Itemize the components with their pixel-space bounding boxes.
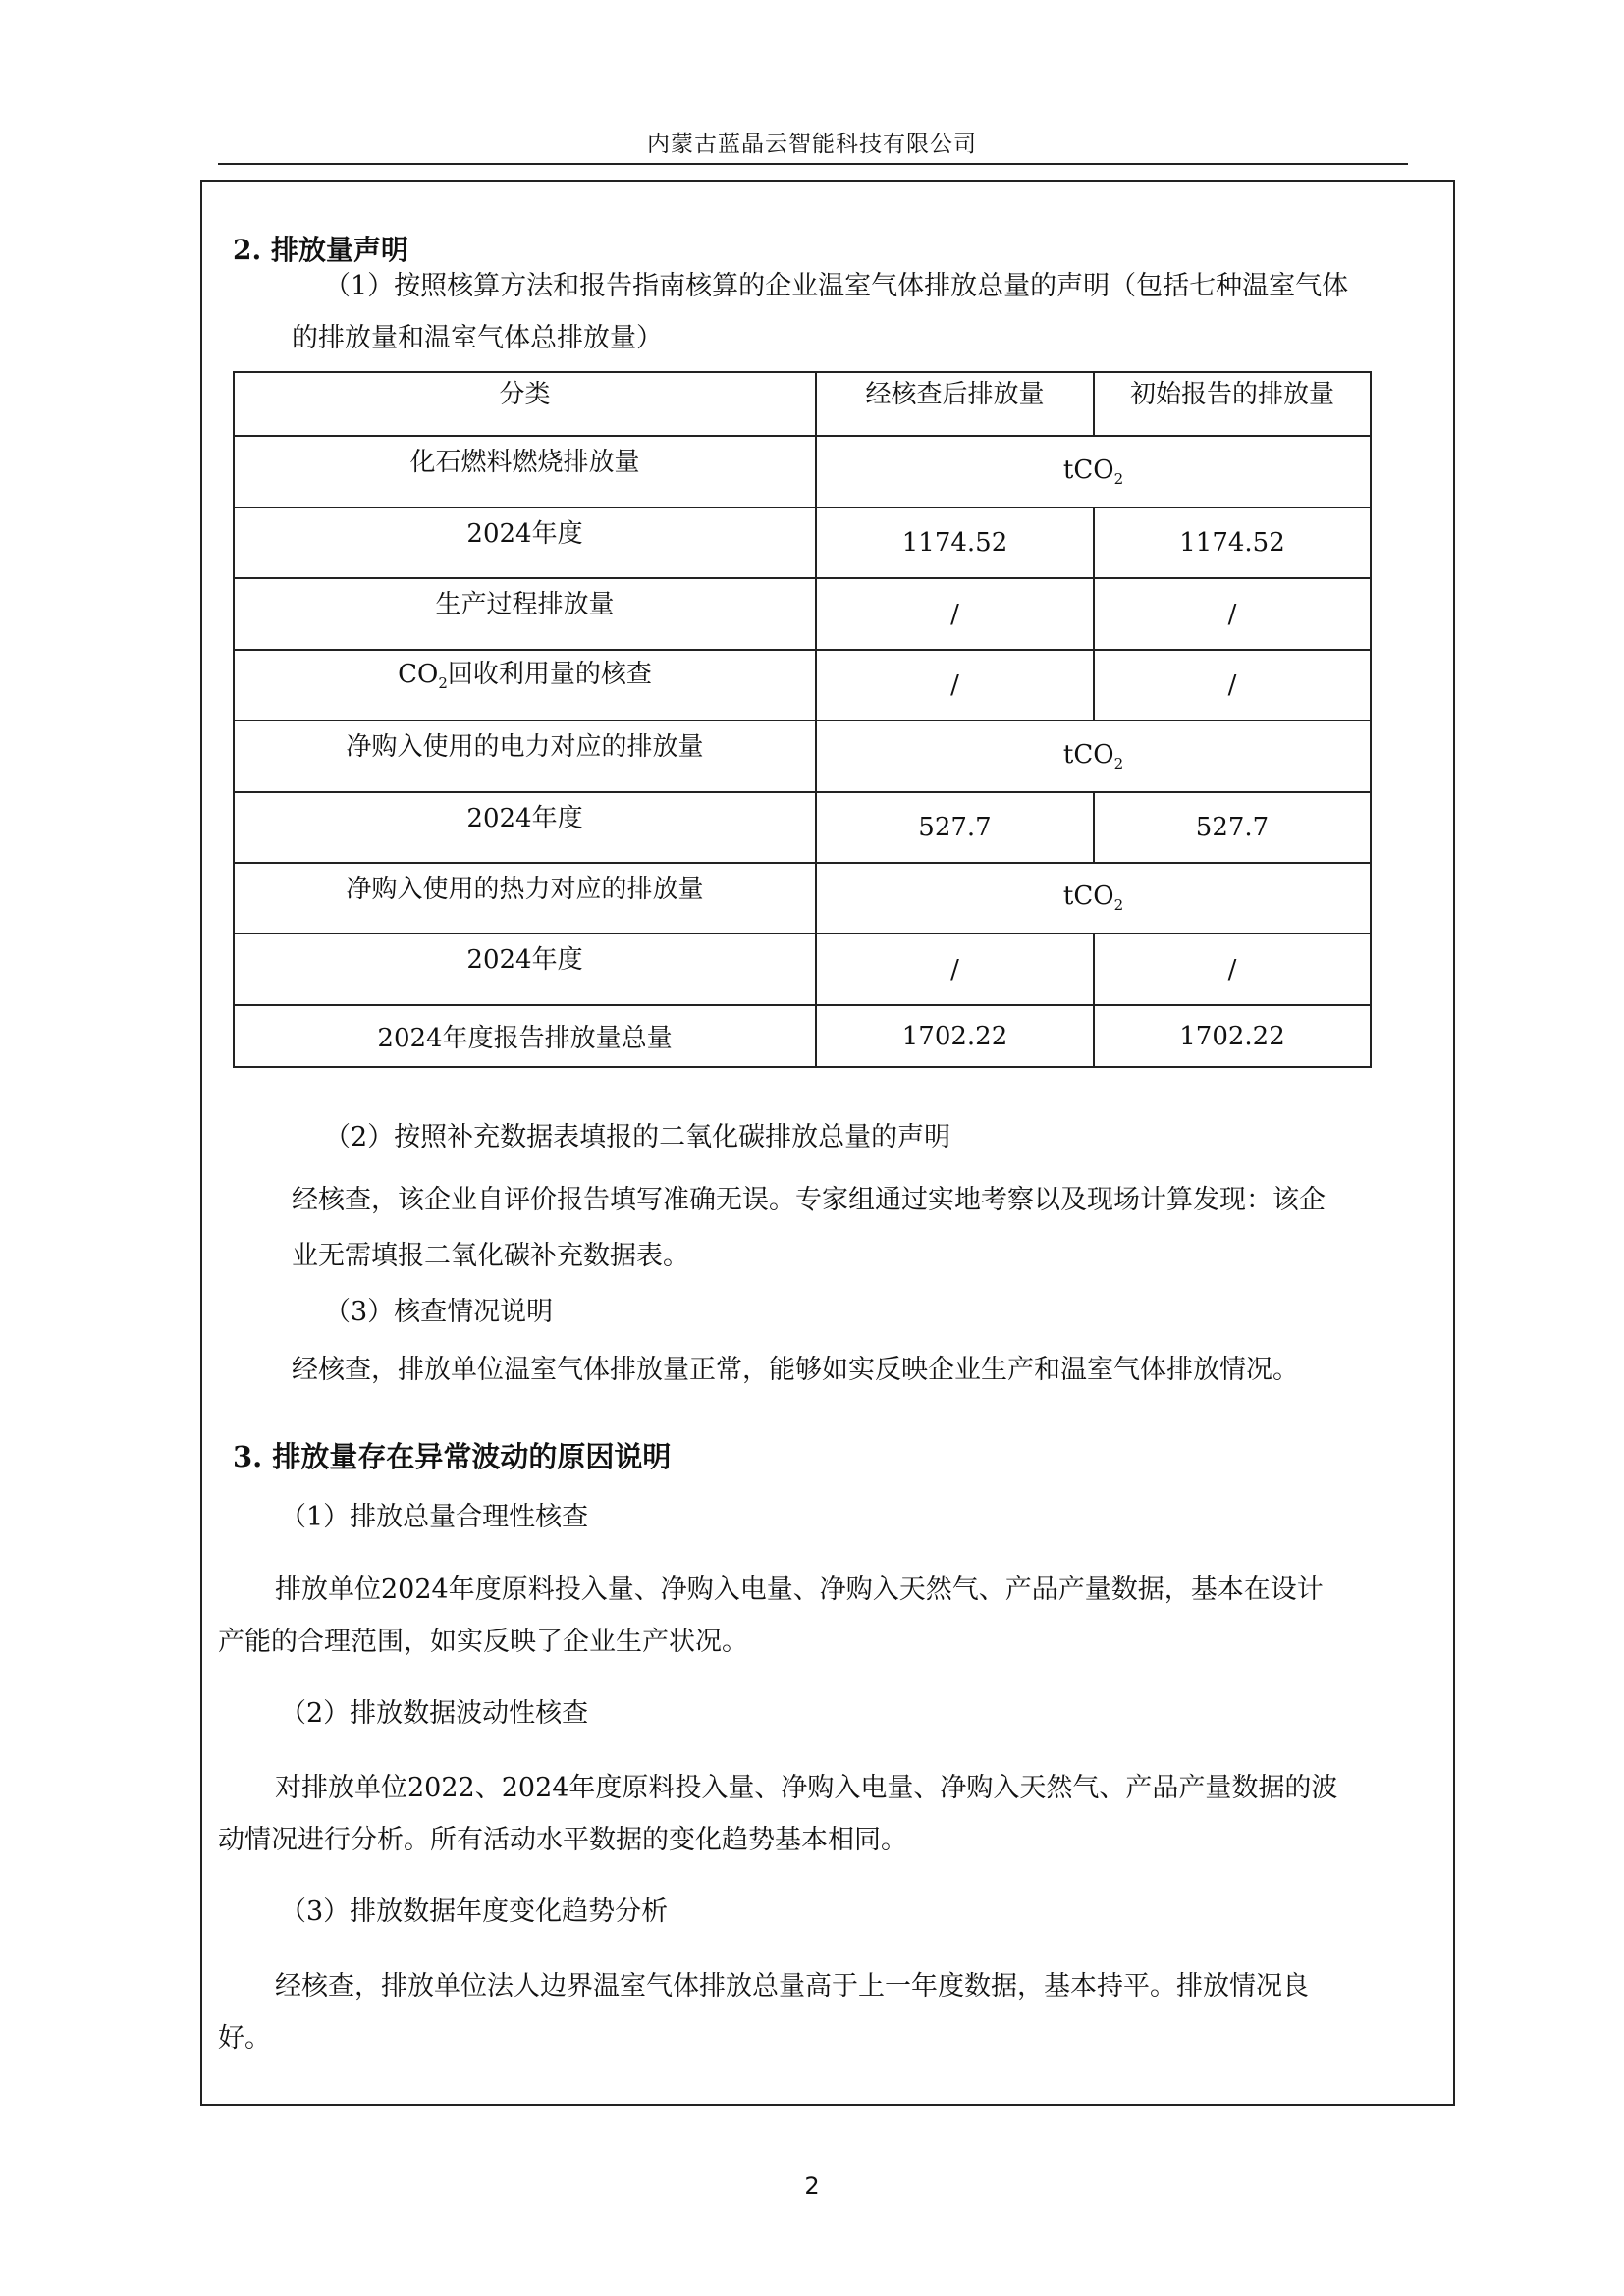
header-divider bbox=[218, 163, 1408, 165]
header-verified bbox=[816, 372, 1094, 436]
row-label: 2024年度 bbox=[466, 803, 583, 833]
section-3-sub-1-title: （1）排放总量合理性核查 bbox=[280, 1502, 589, 1532]
row-label-cell bbox=[234, 863, 816, 934]
header-category-label: 分类 bbox=[499, 380, 551, 409]
unit-subscript: 2 bbox=[1113, 470, 1124, 489]
section-2-item-3-line-1: 经核查，排放单位温室气体排放量正常，能够如实反映企业生产和温室气体排放情况。 bbox=[292, 1355, 1299, 1385]
section-3-sub-1-line-2: 产能的合理范围，如实反映了企业生产状况。 bbox=[218, 1627, 748, 1657]
initial-value-cell bbox=[1094, 934, 1371, 1005]
verified-value-cell bbox=[816, 1005, 1094, 1067]
section-3-sub-1-line-1: 排放单位2024年度原料投入量、净购入电量、净购入天然气、产品产量数据，基本在设计 bbox=[275, 1575, 1324, 1605]
table-row bbox=[234, 863, 1371, 934]
verified-value-cell bbox=[816, 792, 1094, 863]
section-2-heading: 2. 排放量声明 bbox=[233, 234, 408, 266]
row-label-cell bbox=[234, 436, 816, 507]
row-label: 2024年度 bbox=[466, 945, 583, 975]
verified-value: / bbox=[950, 670, 959, 700]
table-row bbox=[234, 650, 1371, 721]
initial-value-cell bbox=[1094, 507, 1371, 578]
row-label: 生产过程排放量 bbox=[435, 590, 615, 619]
initial-value: / bbox=[1227, 670, 1237, 700]
initial-value: 1702.22 bbox=[1179, 1021, 1285, 1051]
emission-table bbox=[233, 371, 1372, 1068]
initial-value: / bbox=[1227, 954, 1237, 985]
row-label-cell bbox=[234, 507, 816, 578]
table-row bbox=[234, 436, 1371, 507]
verified-value-cell bbox=[816, 934, 1094, 1005]
row-label: 净购入使用的电力对应的排放量 bbox=[346, 732, 704, 762]
header-category bbox=[234, 372, 816, 436]
initial-value: / bbox=[1227, 599, 1237, 629]
unit-cell bbox=[816, 721, 1371, 792]
initial-value-cell bbox=[1094, 792, 1371, 863]
unit-cell bbox=[816, 863, 1371, 934]
section-2-item-2-line-2: 业无需填报二氧化碳补充数据表。 bbox=[292, 1241, 689, 1271]
row-label: 净购入使用的热力对应的排放量 bbox=[346, 874, 704, 904]
verified-value: 1174.52 bbox=[901, 528, 1008, 558]
unit-prefix: tCO bbox=[1062, 454, 1114, 485]
table-row bbox=[234, 507, 1371, 578]
row-label-cell bbox=[234, 721, 816, 792]
section-3-sub-2-title: （2）排放数据波动性核查 bbox=[280, 1698, 589, 1729]
header-initial-label: 初始报告的排放量 bbox=[1129, 380, 1334, 409]
table-row bbox=[234, 578, 1371, 650]
verified-value-cell bbox=[816, 650, 1094, 721]
verified-value: 527.7 bbox=[918, 813, 992, 842]
section-2-item-3-title: （3）核查情况说明 bbox=[324, 1297, 554, 1327]
row-label: 2024年度报告排放量总量 bbox=[377, 1024, 673, 1053]
row-label-cell bbox=[234, 934, 816, 1005]
co2-suffix: 回收利用量的核查 bbox=[447, 660, 652, 690]
section-3-sub-2-line-1: 对排放单位2022、2024年度原料投入量、净购入电量、净购入天然气、产品产量数据的波 bbox=[275, 1773, 1338, 1803]
row-label: 2024年度 bbox=[466, 518, 583, 549]
section-3-sub-3-line-1: 经核查，排放单位法人边界温室气体排放总量高于上一年度数据，基本持平。排放情况良 bbox=[275, 1971, 1309, 2002]
unit-subscript: 2 bbox=[1113, 755, 1124, 774]
table-row bbox=[234, 721, 1371, 792]
section-3-sub-2-line-2: 动情况进行分析。所有活动水平数据的变化趋势基本相同。 bbox=[218, 1825, 907, 1855]
co2-subscript: 2 bbox=[438, 674, 448, 693]
initial-value: 1174.52 bbox=[1179, 528, 1285, 558]
verified-value: / bbox=[950, 954, 959, 985]
section-2-item-2-line-1: 经核查，该企业自评价报告填写准确无误。专家组通过实地考察以及现场计算发现：该企 bbox=[292, 1185, 1326, 1215]
table-header-row bbox=[234, 372, 1371, 436]
verified-value: / bbox=[950, 599, 959, 629]
row-label-cell bbox=[234, 1005, 816, 1067]
co2-prefix: CO bbox=[398, 660, 439, 690]
initial-value-cell bbox=[1094, 578, 1371, 650]
row-label-cell bbox=[234, 650, 816, 721]
verified-value-cell bbox=[816, 578, 1094, 650]
section-2-item-1-line-1: （1）按照核算方法和报告指南核算的企业温室气体排放总量的声明（包括七种温室气体 bbox=[324, 271, 1349, 301]
section-3-sub-3-title: （3）排放数据年度变化趋势分析 bbox=[280, 1896, 669, 1927]
header-initial bbox=[1094, 372, 1371, 436]
unit-prefix: tCO bbox=[1062, 881, 1114, 912]
verified-value: 1702.22 bbox=[901, 1021, 1008, 1051]
table-row bbox=[234, 792, 1371, 863]
row-label bbox=[235, 654, 815, 692]
row-label: 化石燃料燃烧排放量 bbox=[409, 448, 640, 477]
header-verified-label: 经核查后排放量 bbox=[865, 380, 1045, 409]
company-header: 内蒙古蓝晶云智能科技有限公司 bbox=[647, 132, 977, 157]
table-row bbox=[234, 934, 1371, 1005]
row-label-cell bbox=[234, 792, 816, 863]
section-3-heading: 3. 排放量存在异常波动的原因说明 bbox=[233, 1440, 672, 1473]
unit-cell bbox=[816, 436, 1371, 507]
initial-value-cell bbox=[1094, 650, 1371, 721]
verified-value-cell bbox=[816, 507, 1094, 578]
section-2-item-1-line-2: 的排放量和温室气体总排放量） bbox=[292, 323, 663, 353]
section-2-item-2-title: （2）按照补充数据表填报的二氧化碳排放总量的声明 bbox=[324, 1122, 951, 1152]
unit-subscript: 2 bbox=[1113, 896, 1124, 915]
page-number: 2 bbox=[804, 2172, 820, 2200]
row-label-cell bbox=[234, 578, 816, 650]
unit-prefix: tCO bbox=[1062, 739, 1114, 770]
section-3-sub-3-line-2: 好。 bbox=[218, 2023, 271, 2054]
table-total-row bbox=[234, 1005, 1371, 1067]
initial-value-cell bbox=[1094, 1005, 1371, 1067]
initial-value: 527.7 bbox=[1195, 813, 1270, 842]
